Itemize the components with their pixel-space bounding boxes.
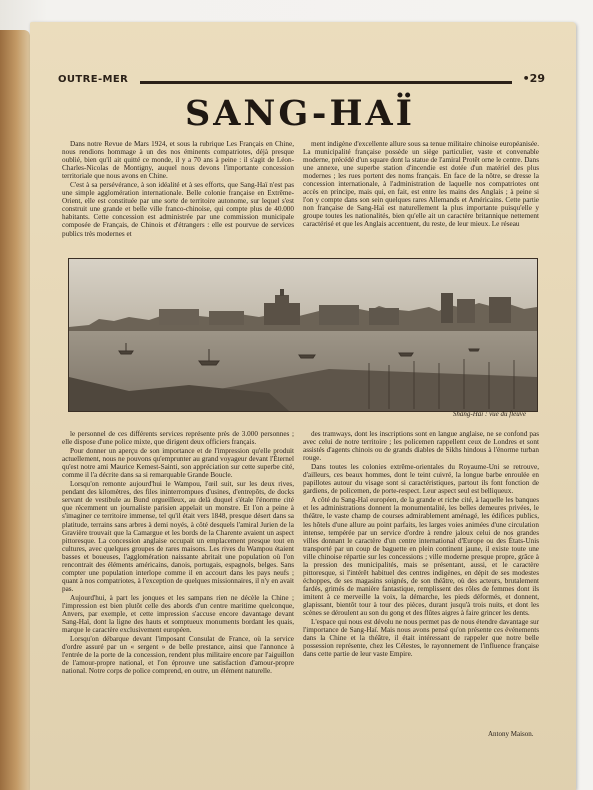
paragraph: L'espace qui nous est dévolu ne nous permet pas de nous étendre davantage sur l'importance de Sang-Haï. Mais nous avons pensé qu'on présente ces événements dans la Chine et la théâtre, il était intéressant de rappeler que notre belle possession représente, chez les Célestes, le rayonnement de l'influence française dans cette partie de leur vaste Empire. (303, 618, 539, 659)
paragraph: Lorsqu'on remonte aujourd'hui le Wampou, l'œil suit, sur les deux rives, pendant des kilomètres, des files ininterrompues d'usines, d'entrepôts, de docks servant de vestibule au Bund orgueilleux, au delà duquel s'étale l'énorme cité que récemment un journaliste parisien appelait un monstre. Et l'on a peine à s'imaginer ce territoire immense, tel qu'il était vers 1848, presque désert dans sa platitude, terrains sans arbres à demi noyés, à côté desquels l'amiral Jurien de la Gravière trouvait que la Camargue et les bords de la Charente avaient un aspect pittoresque. La concession anglaise occupait un emplacement presque tout en cultures, avec quelques groupes de rares maisons. Les rives du Wampou étaient basses et boueuses, l'agglomération naissante abritait une population où l'on rencontrait des éléments américains, danois, portugais, espagnols, belges. Sans compter une population interlope comme il en accourt dans les pays neufs ; quant à nos compatriotes, à l'exception de quelques missionnaires, il n'y en avait pas. (62, 480, 294, 593)
paragraph: des tramways, dont les inscriptions sont en langue anglaise, ne se confond pas avec celui de notre territoire ; les policemen rappellent ceux de Londres et sont assistés d'agents chinois ou de grands diables de Sikhs hindous à l'énorme turban rouge. (303, 430, 539, 463)
author-signature: Antony Maison. (488, 730, 534, 738)
body-column-right (303, 430, 539, 659)
harbour-photo-figure (68, 258, 536, 418)
paragraph: ment indigène d'excellente allure sous sa tenue militaire chinoise européanisée. La municipalité française possède un siège particulier, vaste et convenable moderne, précédé d'un square dont la statue de l'amiral Protêt orne le centre. Dans une annexe, une superbe station d'incendie est dotée d'un matériel des plus modernes ; les rues portent des noms français. En face de la nôtre, se dresse la concession internationale, à l'administration de laquelle nos compatriotes ont accès en principe, mais qui, en fait, est entre les mains des Anglais ; à peine si l'on y compte dans son sein quelques rares Allemands et Américains. Cette partie non française de Sang-Haï est naturellement la plus importante puisqu'elle y groupe toutes les nationalités, bien qu'elle ait un caractère britannique nettement caractérisé et que les Anglais accentuent, du reste, de leur mieux. Le réseau (303, 140, 539, 229)
paragraph: A côté du Sang-Haï européen, de la grande et riche cité, à laquelle les banques et les administrations donnent la monumentalité, les belles demeures privées, le théâtre, le vaste champ de courses admirablement aménagé, les édifices publics, les hôtels d'une allure au point parfaits, les larges voies animées d'une circulation intense, tempérée par un service d'ordre à rendre jaloux celui de nos grandes villes donnant le caractère d'un centre international d'Europe ou des États-Unis transporté par un coup de baguette en plein continent jaune, il existe toute une ville chinoise répartie sur les concessions ; ville moderne presque propre, grâce à la pression des municipalités, mais se présentant, aussi, et le caractère pittoresque, si l'intérêt habituel des centres indigènes, en dépit de ses modestes échoppes, de ses magasins soignés, de son théâtre, où des acteurs, brutalement fardés, grimés de manière fantastique, remplissent des rôles de femmes dont ils imitent à ce merveille la voix, la démarche, les pieds déformés, et donnent, glapissant, bientôt tour à tour des pièces, durant jusqu'à trois nuits, et dont les scènes se déroulent au son du gong et des flûtes aigres à faire grincer les dents. (303, 496, 539, 618)
paragraph: Aujourd'hui, à part les jonques et les sampans rien ne décèle la Chine ; l'impression est bien plutôt celle des abords d'un centre maritime quelconque, Anvers, par exemple, et cette impression s'accuse encore davantage devant Sang-Haï, dont la ligne des hauts et somptueux monuments bordant les quais, marque le caractère exclusivement européen. (62, 593, 294, 635)
paragraph: C'est à sa persévérance, à son idéalité et à ses efforts, que Sang-Haï n'est pas une simple agglomération internationale. Belle colonie française en Extrême-Orient, elle est constituée par une sorte de territoire autonome, sur lequel s'est construit une grande et belle ville franco-chinoise, qui compte plus de 40.000 habitants. Cette concession est administrée par une commission municipale composée de Français, de Chinois et d'étrangers : elle est pourvue de services publics très modernes et (62, 181, 294, 238)
header-rule (140, 81, 512, 84)
page-number: •29 (522, 72, 545, 85)
paragraph: Lorsqu'on débarque devant l'imposant Consulat de France, où la service d'ordre assuré par un « sergent » de belle prestance, ainsi que l'annonce à l'entrée de la porte de la concession, rendent plus militaire encore par l'aiguillon de l'amour-propre national, et l'on éprouve une satisfaction d'amour-propre national. Notre corps de police comprend, en outre, un élément naturelle. (62, 635, 294, 676)
shanghai-river-photo (68, 258, 538, 412)
paragraph: Dans notre Revue de Mars 1924, et sous la rubrique Les Français en Chine, nous rendions hommage à un des nos éminents compatriotes, déjà presque oublié, bien qu'il ait quitté ce monde, il y a 70 ans à peine : il s'agit de Léon-Charles-Nicolas de Montigny, auquel nous devons l'importante concession territoriale que nous avons en Chine. (62, 140, 294, 181)
running-header (58, 72, 545, 92)
photo-caption: Shang-Haï : vue du fleuve (452, 410, 526, 418)
paragraph: Dans toutes les colonies extrême-orientales du Royaume-Uni se retrouve, d'ailleurs, ces beaux hommes, dont le teint cuivré, la longue barbe enroulée en papillotes autour du visage sont si caractéristiques, partout ils font fonction de gardiens, de policemen, de porte-respect. Leur aspect seul est belliqueux. (303, 463, 539, 496)
paragraph: le personnel de ces différents services représente près de 3.000 personnes ; elle dispose d'une police mixte, que dirigent deux officiers français. (62, 430, 294, 447)
magazine-spine (0, 30, 30, 790)
paragraph: Pour donner un aperçu de son importance et de l'impression qu'elle produit actuellement, nous ne pouvons qu'emprunter au grand voyageur devant l'Éternel qu'est notre ami Maurice Kemest-Sainti, son appréciation sur cette superbe cité, comme il l'a décrite dans sa si remarquable Grande Boucle. (62, 447, 294, 480)
article-title: SANG-HAÏ (184, 93, 416, 134)
intro-column-right (303, 140, 539, 230)
body-column-left (62, 430, 294, 676)
intro-column-left (62, 140, 294, 239)
section-title: OUTRE-MER (58, 74, 129, 85)
